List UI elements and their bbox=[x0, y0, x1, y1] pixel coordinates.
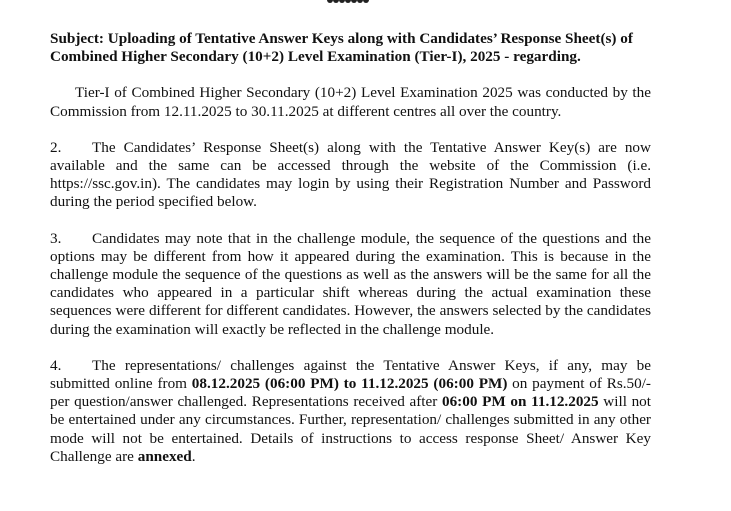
paragraph-2 bbox=[50, 139, 651, 212]
paragraph-2-text: The Candidates’ Response Sheet(s) along with the Tentative Answer Key(s) are now available and the same can be accessed through the website of the Commission (i.e. https://ssc.gov.in). The candidates may login by using their Registration Number and Password during the period specified below. bbox=[50, 138, 651, 211]
paragraph-3 bbox=[50, 230, 651, 339]
paragraph-4-text-1: The representations/ challenges against the Tentative Answer Keys, if any, may be submitted online from bbox=[50, 356, 651, 393]
ornament-icon bbox=[327, 0, 369, 4]
paragraph-2-number: 2. bbox=[50, 138, 62, 156]
subject-line: Subject: Uploading of Tentative Answer Keys along with Candidates’ Response Sheet(s) of Combined Higher Secondary (10+2) Level Examination (Tier-I), 2025 - regarding. bbox=[50, 30, 633, 66]
deadline-time: 06:00 PM on 11.12.2025 bbox=[441, 393, 599, 411]
challenge-window-dates: 08.12.2025 (06:00 PM) to 11.12.2025 (06:00 PM) bbox=[191, 375, 508, 393]
paragraph-1: Tier-I of Combined Higher Secondary (10+2) Level Examination 2025 was conducted by the Commission from 12.11.2025 to 30.11.2025 at different centres all over the country. bbox=[50, 84, 651, 120]
annexed-label: annexed bbox=[137, 447, 192, 465]
paragraph-4-text-4: . bbox=[191, 447, 196, 465]
paragraph-4 bbox=[50, 357, 651, 466]
paragraph-3-number: 3. bbox=[50, 229, 62, 247]
notice-document bbox=[50, 30, 651, 466]
paragraph-4-text-2: on payment of Rs.50/-per question/answer challenged. Representations received after bbox=[50, 375, 651, 411]
paragraph-4-number: 4. bbox=[50, 356, 62, 374]
paragraph-4-text-3: will not be entertained under any circumstances. Further, representation/ challenges submitted in any other mode will not be entertained. Details of instructions to access response Sheet/ Answer Key Challenge are bbox=[50, 393, 651, 465]
paragraph-3-text: Candidates may note that in the challenge module, the sequence of the questions and the options may be different from how it appeared during the examination. This is because in the challenge module the sequence of the questions as well as the answers will be the same for all the candidates who appeared in a particular shift whereas during the actual examination these sequences were different for different candidates. However, the answers selected by the candidates during the examination will exactly be reflected in the challenge module. bbox=[50, 229, 651, 338]
